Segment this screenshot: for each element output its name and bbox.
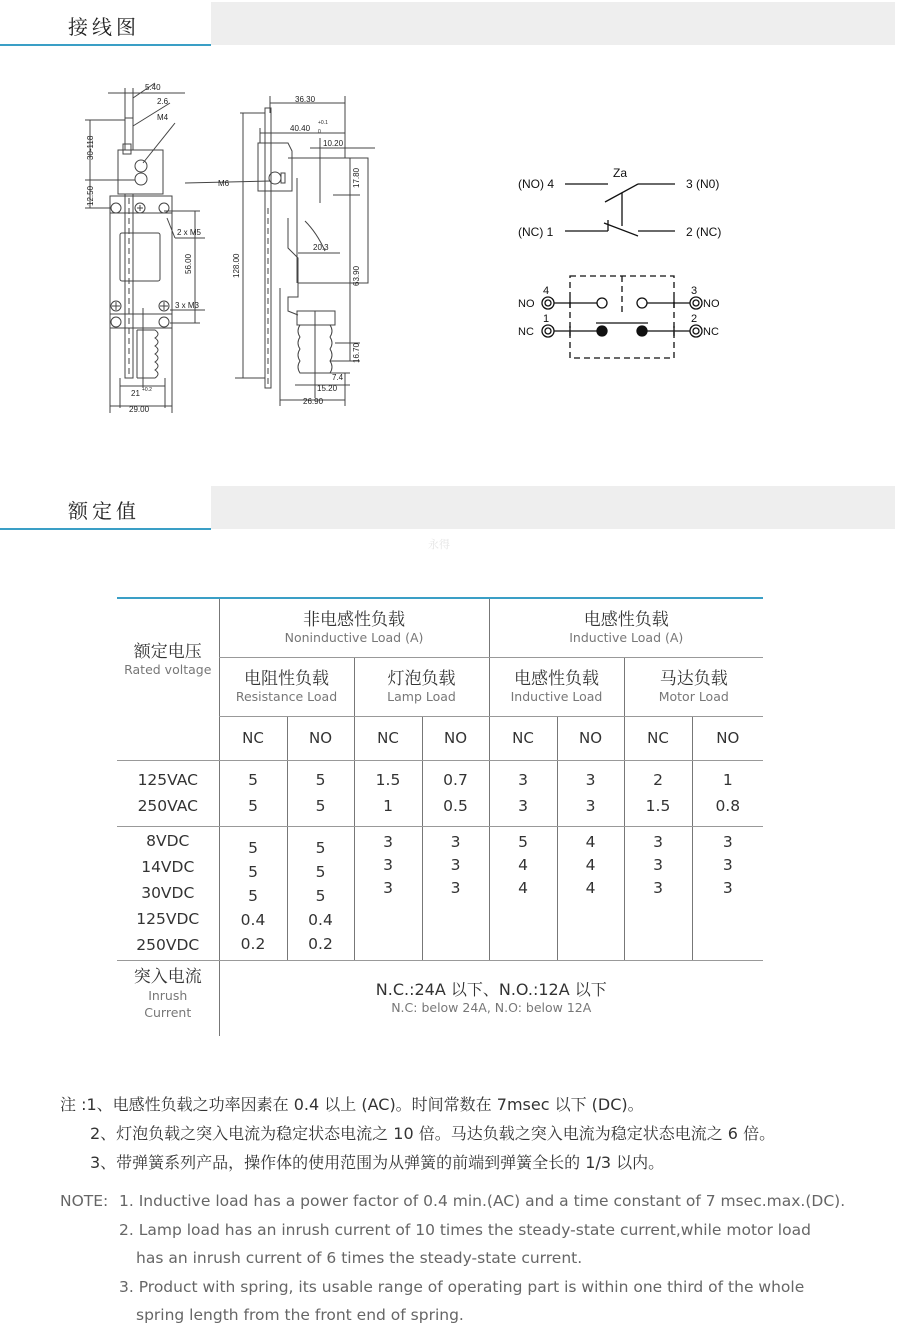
header-en: Lamp Load [387,688,456,704]
inrush-label [117,960,219,1036]
note-en-3b: spring length from the front end of spring. [136,1306,464,1324]
dim-label: 63.90 [352,265,361,286]
inrush-en: Inrush [148,987,188,1003]
dc-lamp-no: 3 3 3 [422,826,489,960]
resistance-header [219,657,354,716]
header-en: Noninductive Load (A) [284,629,424,645]
noninductive-header [219,598,489,657]
dc-res-no: 5 5 5 0.4 0.2 [287,826,354,960]
terminal-num-1: 1 [543,313,550,325]
dimension-drawing [75,78,395,418]
voltage: 125VDC [136,910,200,928]
col-ind-no: NO [557,716,624,760]
dc-voltages [117,826,219,960]
inductive-header [489,598,763,657]
dim-label: 2 x M5 [177,228,202,237]
rated-voltage-label [117,642,219,760]
ac-lamp-no: 0.7 0.5 [422,760,489,826]
section-tab [0,2,211,46]
lamp-header [354,657,489,716]
note-en-2a: 2. Lamp load has an inrush current of 10 times the steady-state current,while motor load [119,1220,811,1239]
dim-label: 7.4 [332,373,344,382]
col-mot-no: NO [692,716,763,760]
notes-zh [60,1090,775,1177]
dim-label: 20.3 [313,243,329,252]
section-tab [0,486,211,530]
note-en-label: NOTE: [60,1192,109,1210]
inductive-sub-header [489,657,624,716]
col-lamp-nc: NC [354,716,422,760]
terminal-num-3: 3 [691,285,698,297]
ac-ind-nc: 3 3 [489,760,557,826]
dim-label: 12.50 [86,185,95,206]
col-mot-nc: NC [624,716,692,760]
inrush-value-zh: N.C.:24A 以下、N.O.:12A 以下 [375,979,607,999]
rated-voltage-zh: 额定电压 [133,642,202,662]
terminal-label-no-left: NO [518,298,535,310]
ac-ind-no: 3 3 [557,760,624,826]
header-zh: 马达负载 [659,668,728,689]
side-dimension-labels [218,95,361,406]
dim-label: 128.00 [232,253,241,278]
dim-label: 29.00 [129,405,150,414]
dim-label: 21 [131,389,140,398]
col-lamp-no: NO [422,716,489,760]
terminal-label-nc-left: NC [518,326,534,338]
dc-ind-no: 4 4 4 [557,826,624,960]
schematic-label-no4: (NO) 4 [518,177,554,191]
section-title: 接线图 [68,15,140,39]
front-dimension-labels [86,83,202,414]
header-en: Motor Load [658,688,729,704]
col-res-no: NO [287,716,354,760]
note-en-2b: has an inrush current of 6 times the steady-state current. [136,1249,583,1267]
dim-label: 36.30 [295,95,316,104]
header-zh: 非电感性负载 [303,609,405,630]
ac-voltages [117,760,219,826]
section-header-rating [0,486,895,530]
inrush-zh: 突入电流 [133,966,202,987]
inrush-row [117,960,763,1036]
schematic-label-no3: 3 (N0) [686,177,720,191]
schematic-label-za: Za [613,166,628,180]
note-en-1: 1. Inductive load has a power factor of 0.4 min.(AC) and a time constant of 7 msec.max.(DC). [119,1192,846,1210]
dim-label: 0 [318,129,321,135]
watermark: 永得 [428,538,450,551]
dim-label: 26.90 [303,397,324,406]
voltage: 250VAC [137,797,198,815]
note-en-3a: 3. Product with spring, its usable range of operating part is within one third of the whole [119,1277,805,1296]
terminal-num-4: 4 [543,285,550,297]
dc-lamp-nc: 3 3 3 [354,826,422,960]
dim-label: +0.2 [142,387,152,393]
note-zh-2: 2、灯泡负载之突入电流为稳定状态电流之 10 倍。马达负载之突入电流为稳定状态电流之 6 倍。 [90,1124,776,1143]
dc-ind-nc: 5 4 4 [489,826,557,960]
inrush-value [219,960,763,1036]
dc-res-nc: 5 5 5 0.4 0.2 [219,826,287,960]
inrush-en: Current [144,1004,192,1020]
header-en: Resistance Load [235,688,338,704]
ac-res-nc: 5 5 [219,760,287,826]
section-bar [211,2,895,45]
dim-label: 40.40 [290,124,311,133]
section-bar [211,486,895,529]
dim-label: M6 [218,179,230,188]
schematic-label-nc1: (NC) 1 [518,225,554,239]
dim-label: 56.00 [184,253,193,274]
dim-label: 5.40 [145,83,161,92]
rating-table [117,597,763,1036]
contact-schematic [510,160,740,370]
ac-mot-nc: 2 1.5 [624,760,692,826]
schematic-label-nc2: 2 (NC) [686,225,722,239]
terminal-label-no-right: NO [703,298,720,310]
ac-res-no: 5 5 [287,760,354,826]
ac-mot-no: 1 0.8 [692,760,763,826]
dc-mot-nc: 3 3 3 [624,826,692,960]
voltage: 8VDC [146,832,190,850]
inrush-value-en: N.C: below 24A, N.O: below 12A [391,999,592,1015]
dim-label: 2.6 [157,97,169,106]
dc-row [117,826,763,960]
dim-label: 15.20 [317,384,338,393]
dim-label: M4 [157,113,169,122]
voltage: 250VDC [136,936,200,954]
dim-label: 17.80 [352,167,361,188]
header-zh: 电感性负载 [514,668,599,689]
terminal-num-2: 2 [691,313,698,325]
rated-voltage-en: Rated voltage [124,662,212,677]
header-zh: 灯泡负载 [387,668,456,689]
header-zh: 电感性负载 [583,609,669,630]
header-zh: 电阻性负载 [244,668,329,689]
dim-label: +0.1 [318,120,328,126]
terminal-diagram [542,276,702,358]
dim-label: 3 x M3 [175,301,200,310]
col-ind-nc: NC [489,716,557,760]
dim-label: 30-118 [86,135,95,160]
voltage: 14VDC [141,858,195,876]
section-title: 额定值 [68,499,140,523]
front-view [85,83,205,413]
dim-label: 10.20 [323,139,344,148]
voltage: 125VAC [137,771,198,789]
header-en: Inductive Load [510,688,603,704]
dc-mot-no: 3 3 3 [692,826,763,960]
section-header-wiring [0,2,895,46]
header-en: Inductive Load (A) [569,629,684,645]
note-zh-3: 3、带弹簧系列产品，操作体的使用范围为从弹簧的前端到弹簧全长的 1/3 以内。 [90,1153,665,1172]
note-zh-1: 注 :1、电感性负载之功率因素在 0.4 以上 (AC)。时间常数在 7msec 以下 (DC)。 [60,1095,644,1114]
motor-header [624,657,763,716]
ac-row [117,760,763,826]
col-res-nc: NC [219,716,287,760]
terminal-label-nc-right: NC [703,326,719,338]
voltage: 30VDC [141,884,195,902]
side-view [185,96,375,406]
notes-en [60,1187,845,1330]
ac-lamp-nc: 1.5 1 [354,760,422,826]
dim-label: 16.70 [352,342,361,363]
